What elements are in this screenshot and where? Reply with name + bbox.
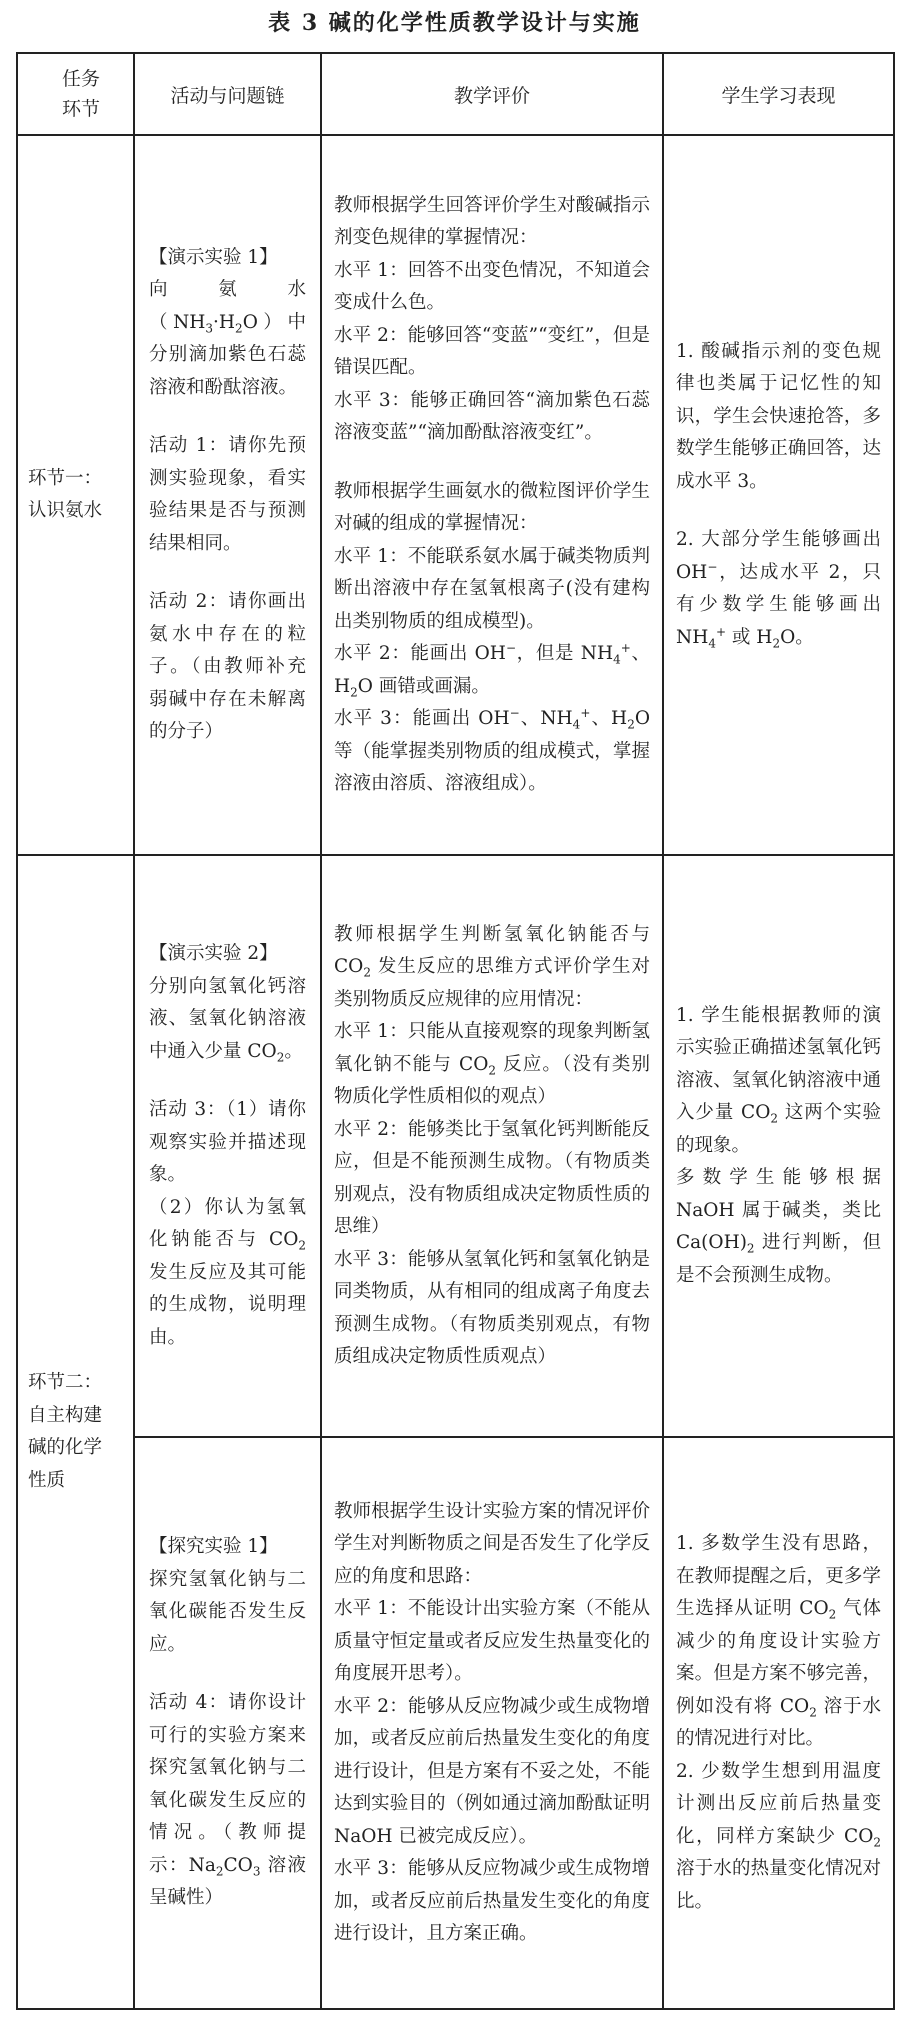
activity-cell-2 bbox=[134, 855, 321, 1437]
stage-label-2: 环节二： 自主构建 碱的化学 性质 bbox=[28, 1372, 103, 1491]
performance-3: 1. 学生能根据教师的演示实验正确描述氢氧化钙溶液、氢氧化钠溶液中通入少量 $CO_2$ 这两个实验的现象。 bbox=[676, 1004, 882, 1156]
performance-6: 2. 少数学生想到用温度计测出反应前后热量变化，同样方案缺少 $CO_2$ 溶于水的热量变化情况对比。 bbox=[676, 1760, 881, 1912]
table-header-row bbox=[17, 53, 894, 135]
evaluation-intro-1: 教师根据学生回答评价学生对酸碱指示剂变色规律的掌握情况： bbox=[334, 194, 650, 248]
evaluation-intro-3: 教师根据学生判断氢氧化钠能否与 $CO_2$ 发生反应的思维方式评价学生对类别物质反应规律的应用情况： bbox=[334, 923, 650, 1010]
demo-experiment-1-body: 向氨水$(NH_3\cdot H_2O)$中分别滴加紫色石蕊溶液和酚酞溶液。 bbox=[149, 279, 306, 398]
header-stage-label: 任务 环节 bbox=[61, 68, 100, 120]
evaluation-model-level-2: 水平 2：能画出 OH−，但是 $NH_4^+$、$H_2O$ 画错或画漏。 bbox=[334, 640, 650, 700]
table-row-stage-2b bbox=[17, 1437, 894, 2009]
stage-label-1: 环节一： 认识氨水 bbox=[28, 467, 103, 521]
demo-experiment-2-body: 分别向氢氧化钙溶液、氢氧化钠溶液中通入少量 $CO_2$。 bbox=[149, 975, 306, 1065]
table-row-stage-1 bbox=[17, 135, 894, 855]
evaluation-level-2: 水平 2：能够回答“变蓝”“变红”，但是错误匹配。 bbox=[334, 324, 650, 378]
demo-experiment-1-title: 【演示实验 1】 bbox=[149, 246, 278, 268]
header-stage bbox=[17, 53, 134, 135]
header-activity: 活动与问题链 bbox=[134, 53, 321, 135]
evaluation-level-1: 水平 1：回答不出变色情况，不知道会变成什么色。 bbox=[334, 259, 650, 313]
evaluation-cell-3 bbox=[321, 1437, 663, 2009]
performance-cell-3 bbox=[663, 1437, 894, 2009]
header-performance: 学生学习表现 bbox=[663, 53, 894, 135]
table-row-stage-2a bbox=[17, 855, 894, 1437]
performance-cell-2 bbox=[663, 855, 894, 1437]
activity-3b: （2）你认为氢氧化钠能否与 $CO_2$ 发生反应及其可能的生成物，说明理由。 bbox=[149, 1196, 306, 1348]
activity-3a: 活动 3：（1）请你观察实验并描述现象。 bbox=[149, 1099, 306, 1185]
evaluation-design-level-2: 水平 2：能够从反应物减少或生成物增加，或者反应前后热量发生变化的角度进行设计，但是方案有不妥之处，不能达到实验目的（例如通过滴加酚酞证明 NaOH 已被完成反应）。 bbox=[334, 1695, 650, 1847]
evaluation-reaction-level-3: 水平 3：能够从氢氧化钙和氢氧化钠是同类物质，从有相同的组成离子角度去预测生成物。（有物质类别观点，有物质组成决定物质性质观点） bbox=[334, 1248, 650, 1367]
stage-cell-2 bbox=[17, 855, 134, 2009]
evaluation-intro-2: 教师根据学生画氨水的微粒图评价学生对碱的组成的掌握情况： bbox=[334, 480, 650, 534]
performance-4: 多数学生能够根据 NaOH 属于碱类，类比 $Ca(OH)_2$ 进行判断，但是不会预测生成物。 bbox=[676, 1167, 881, 1286]
evaluation-reaction-level-1: 水平 1：只能从直接观察的现象判断氢氧化钠不能与 $CO_2$ 反应。（没有类别物质化学性质相似的观点） bbox=[334, 1021, 651, 1107]
performance-cell-1 bbox=[663, 135, 894, 855]
explore-experiment-1-title: 【探究实验 1】 bbox=[149, 1536, 278, 1558]
evaluation-design-level-1: 水平 1：不能设计出实验方案（不能从质量守恒定量或者反应发生热量变化的角度展开思考）。 bbox=[334, 1598, 650, 1684]
evaluation-reaction-level-2: 水平 2：能够类比于氢氧化钙判断能反应，但是不能预测生成物。（有物质类别观点，没有物质组成决定物质性质的思维） bbox=[334, 1118, 650, 1237]
demo-experiment-2-title: 【演示实验 2】 bbox=[149, 943, 278, 964]
evaluation-model-level-3: 水平 3：能画出 OH−、$NH_4^+$、$H_2O$ 等（能掌握类别物质的组成模式，掌握溶液由溶质、溶液组成）。 bbox=[334, 705, 650, 794]
teaching-design-table bbox=[16, 52, 895, 2010]
evaluation-intro-4: 教师根据学生设计实验方案的情况评价学生对判断物质之间是否发生了化学反应的角度和思路： bbox=[334, 1500, 650, 1587]
evaluation-cell-1 bbox=[321, 135, 663, 855]
activity-cell-3 bbox=[134, 1437, 321, 2009]
evaluation-level-3: 水平 3：能够正确回答“滴加紫色石蕊溶液变蓝”“滴加酚酞溶液变红”。 bbox=[334, 389, 650, 443]
activity-1: 活动 1：请你先预测实验现象，看实验结果是否与预测结果相同。 bbox=[149, 435, 306, 554]
stage-cell-1 bbox=[17, 135, 134, 855]
evaluation-cell-2 bbox=[321, 855, 663, 1437]
evaluation-design-level-3: 水平 3：能够从反应物减少或生成物增加，或者反应前后热量发生变化的角度进行设计，且方案正确。 bbox=[334, 1858, 650, 1944]
performance-5: 1. 多数学生没有思路，在教师提醒之后，更多学生选择从证明 $CO_2$ 气体减少的角度设计实验方案。但是方案不够完善，例如没有将 $CO_2$ 溶于水的情况进行对比。 bbox=[676, 1533, 881, 1749]
activity-2: 活动 2：请你画出氨水中存在的粒子。（由教师补充弱碱中存在未解离的分子） bbox=[149, 591, 306, 742]
header-evaluation: 教学评价 bbox=[321, 53, 663, 135]
explore-experiment-1-body: 探究氢氧化钠与二氧化碳能否发生反应。 bbox=[149, 1568, 306, 1655]
performance-2: 2. 大部分学生能够画出 OH−，达成水平 2，只有少数学生能够画出 $NH_4^+$ 或 $H_2O$。 bbox=[676, 529, 881, 651]
performance-1: 1. 酸碱指示剂的变色规律也类属于记忆性的知识，学生会快速抢答，多数学生能够正确回答，达成水平 3。 bbox=[676, 340, 881, 492]
evaluation-model-level-1: 水平 1：不能联系氨水属于碱类物质判断出溶液中存在氢氧根离子(没有建构出类别物质的组成模型)。 bbox=[334, 545, 650, 632]
activity-cell-1 bbox=[134, 135, 321, 855]
activity-4: 活动 4：请你设计可行的实验方案来探究氢氧化钠与二氧化碳发生反应的情况。（教师提示：$Na_2CO_3$ 溶液呈碱性） bbox=[149, 1692, 306, 1909]
table-title: 表 3 碱的化学性质教学设计与实施 bbox=[268, 10, 641, 36]
